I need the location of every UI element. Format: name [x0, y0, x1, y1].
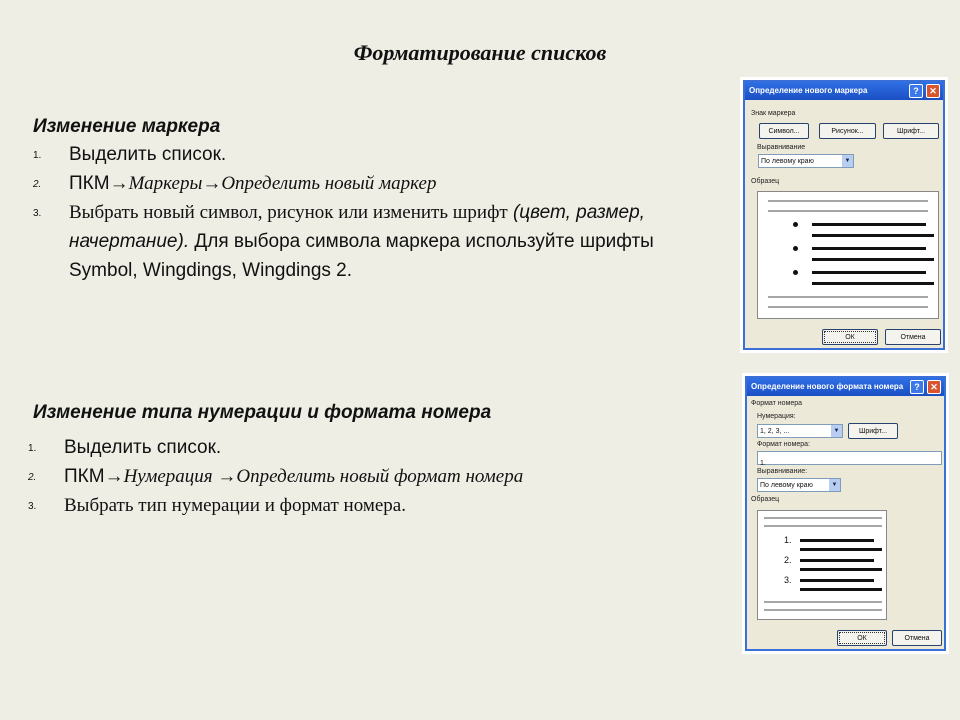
section2-heading: Изменение типа нумерации и формата номера — [33, 402, 492, 423]
list-item — [33, 169, 723, 198]
preview-area — [757, 510, 887, 620]
ok-button[interactable]: ОК — [822, 329, 878, 345]
preview-label: Образец — [751, 178, 780, 185]
preview-line — [812, 247, 926, 250]
symbol-button[interactable]: Символ... — [759, 123, 809, 139]
help-icon[interactable]: ? — [910, 380, 924, 394]
picture-button[interactable]: Рисунок... — [819, 123, 876, 139]
dialog-title: Определение нового формата номера — [751, 382, 904, 391]
list-text-note: Для выбора символа маркера используйте шрифты Symbol, Wingdings, Wingdings 2. — [69, 231, 654, 281]
align-select[interactable] — [758, 154, 854, 168]
list-number: 3. — [33, 208, 42, 219]
chevron-down-icon[interactable]: ▼ — [829, 479, 840, 491]
list-item — [28, 433, 718, 462]
list-item — [28, 491, 718, 520]
preview-number: 3. — [784, 575, 792, 585]
help-icon[interactable]: ? — [909, 84, 923, 98]
preview-line — [764, 525, 882, 527]
preview-number: 1. — [784, 535, 792, 545]
preview-line — [768, 296, 928, 298]
bullet-mark — [793, 222, 798, 227]
preview-line — [812, 258, 934, 261]
list-number: 2. — [28, 472, 37, 483]
align-label: Выравнивание — [757, 144, 806, 151]
list-text-path: →Маркеры→Определить новый маркер — [109, 173, 437, 194]
align-value: По левому краю — [760, 482, 813, 489]
preview-line — [800, 559, 874, 562]
list-item — [33, 140, 723, 169]
font-button[interactable]: Шрифт... — [883, 123, 939, 139]
preview-line — [812, 282, 934, 285]
ok-button[interactable]: ОК — [837, 630, 887, 646]
preview-line — [764, 517, 882, 519]
section2-list — [28, 433, 718, 520]
preview-line — [764, 609, 882, 611]
list-number: 1. — [33, 150, 42, 161]
preview-line — [800, 539, 874, 542]
preview-number: 2. — [784, 555, 792, 565]
preview-label: Образец — [751, 496, 780, 503]
preview-line — [812, 223, 926, 226]
preview-line — [768, 200, 928, 202]
list-item — [33, 198, 723, 285]
dialog-titlebar — [747, 378, 944, 396]
list-text: Выделить список. — [69, 144, 227, 165]
number-format-input[interactable] — [757, 451, 942, 465]
group-label: Формат номера — [751, 400, 803, 407]
cancel-button[interactable]: Отмена — [885, 329, 941, 345]
close-icon[interactable]: ✕ — [926, 84, 940, 98]
bullet-dialog — [743, 80, 945, 350]
dialog-title: Определение нового маркера — [749, 86, 868, 95]
list-number: 3. — [28, 501, 37, 512]
preview-line — [800, 579, 874, 582]
section1-heading: Изменение маркера — [33, 116, 221, 137]
group-label: Знак маркера — [751, 110, 796, 117]
list-text: Выбрать тип нумерации и формат номера. — [64, 495, 406, 516]
align-value: По левому краю — [761, 158, 814, 165]
preview-line — [768, 210, 928, 212]
numbering-style-value: 1, 2, 3, ... — [760, 428, 790, 435]
list-text: ПКМ — [69, 173, 110, 194]
list-number: 1. — [28, 443, 37, 454]
bullet-mark — [793, 270, 798, 275]
section1-list — [33, 140, 723, 285]
number-format-dialog — [745, 376, 946, 651]
align-select[interactable] — [757, 478, 841, 492]
preview-line — [800, 548, 882, 551]
preview-area — [757, 191, 939, 319]
list-text: ПКМ — [64, 466, 105, 487]
numbering-style-label: Нумерация: — [757, 413, 796, 420]
preview-line — [764, 601, 882, 603]
number-format-value: 1. — [760, 460, 766, 467]
preview-line — [800, 588, 882, 591]
close-icon[interactable]: ✕ — [927, 380, 941, 394]
numbering-style-select[interactable] — [757, 424, 843, 438]
list-text-path: →Нумерация →Определить новый формат номера — [104, 466, 524, 487]
bullet-mark — [793, 246, 798, 251]
number-format-label: Формат номера: — [757, 441, 811, 448]
dialog-titlebar — [745, 82, 943, 100]
preview-line — [800, 568, 882, 571]
preview-line — [812, 271, 926, 274]
preview-line — [812, 234, 934, 237]
chevron-down-icon[interactable]: ▼ — [831, 425, 842, 437]
list-text: Выделить список. — [64, 437, 222, 458]
chevron-down-icon[interactable]: ▼ — [842, 155, 853, 167]
list-item — [28, 462, 718, 491]
list-text-italic: (цвет, размер, начертание). — [69, 202, 645, 252]
list-text: Выбрать новый символ, рисунок или изменить шрифт — [69, 202, 508, 223]
list-number: 2. — [33, 179, 42, 190]
font-button[interactable]: Шрифт... — [848, 423, 898, 439]
align-label: Выравнивание: — [757, 468, 808, 475]
slide-title: Форматирование списков — [353, 40, 607, 65]
cancel-button[interactable]: Отмена — [892, 630, 942, 646]
preview-line — [768, 306, 928, 308]
